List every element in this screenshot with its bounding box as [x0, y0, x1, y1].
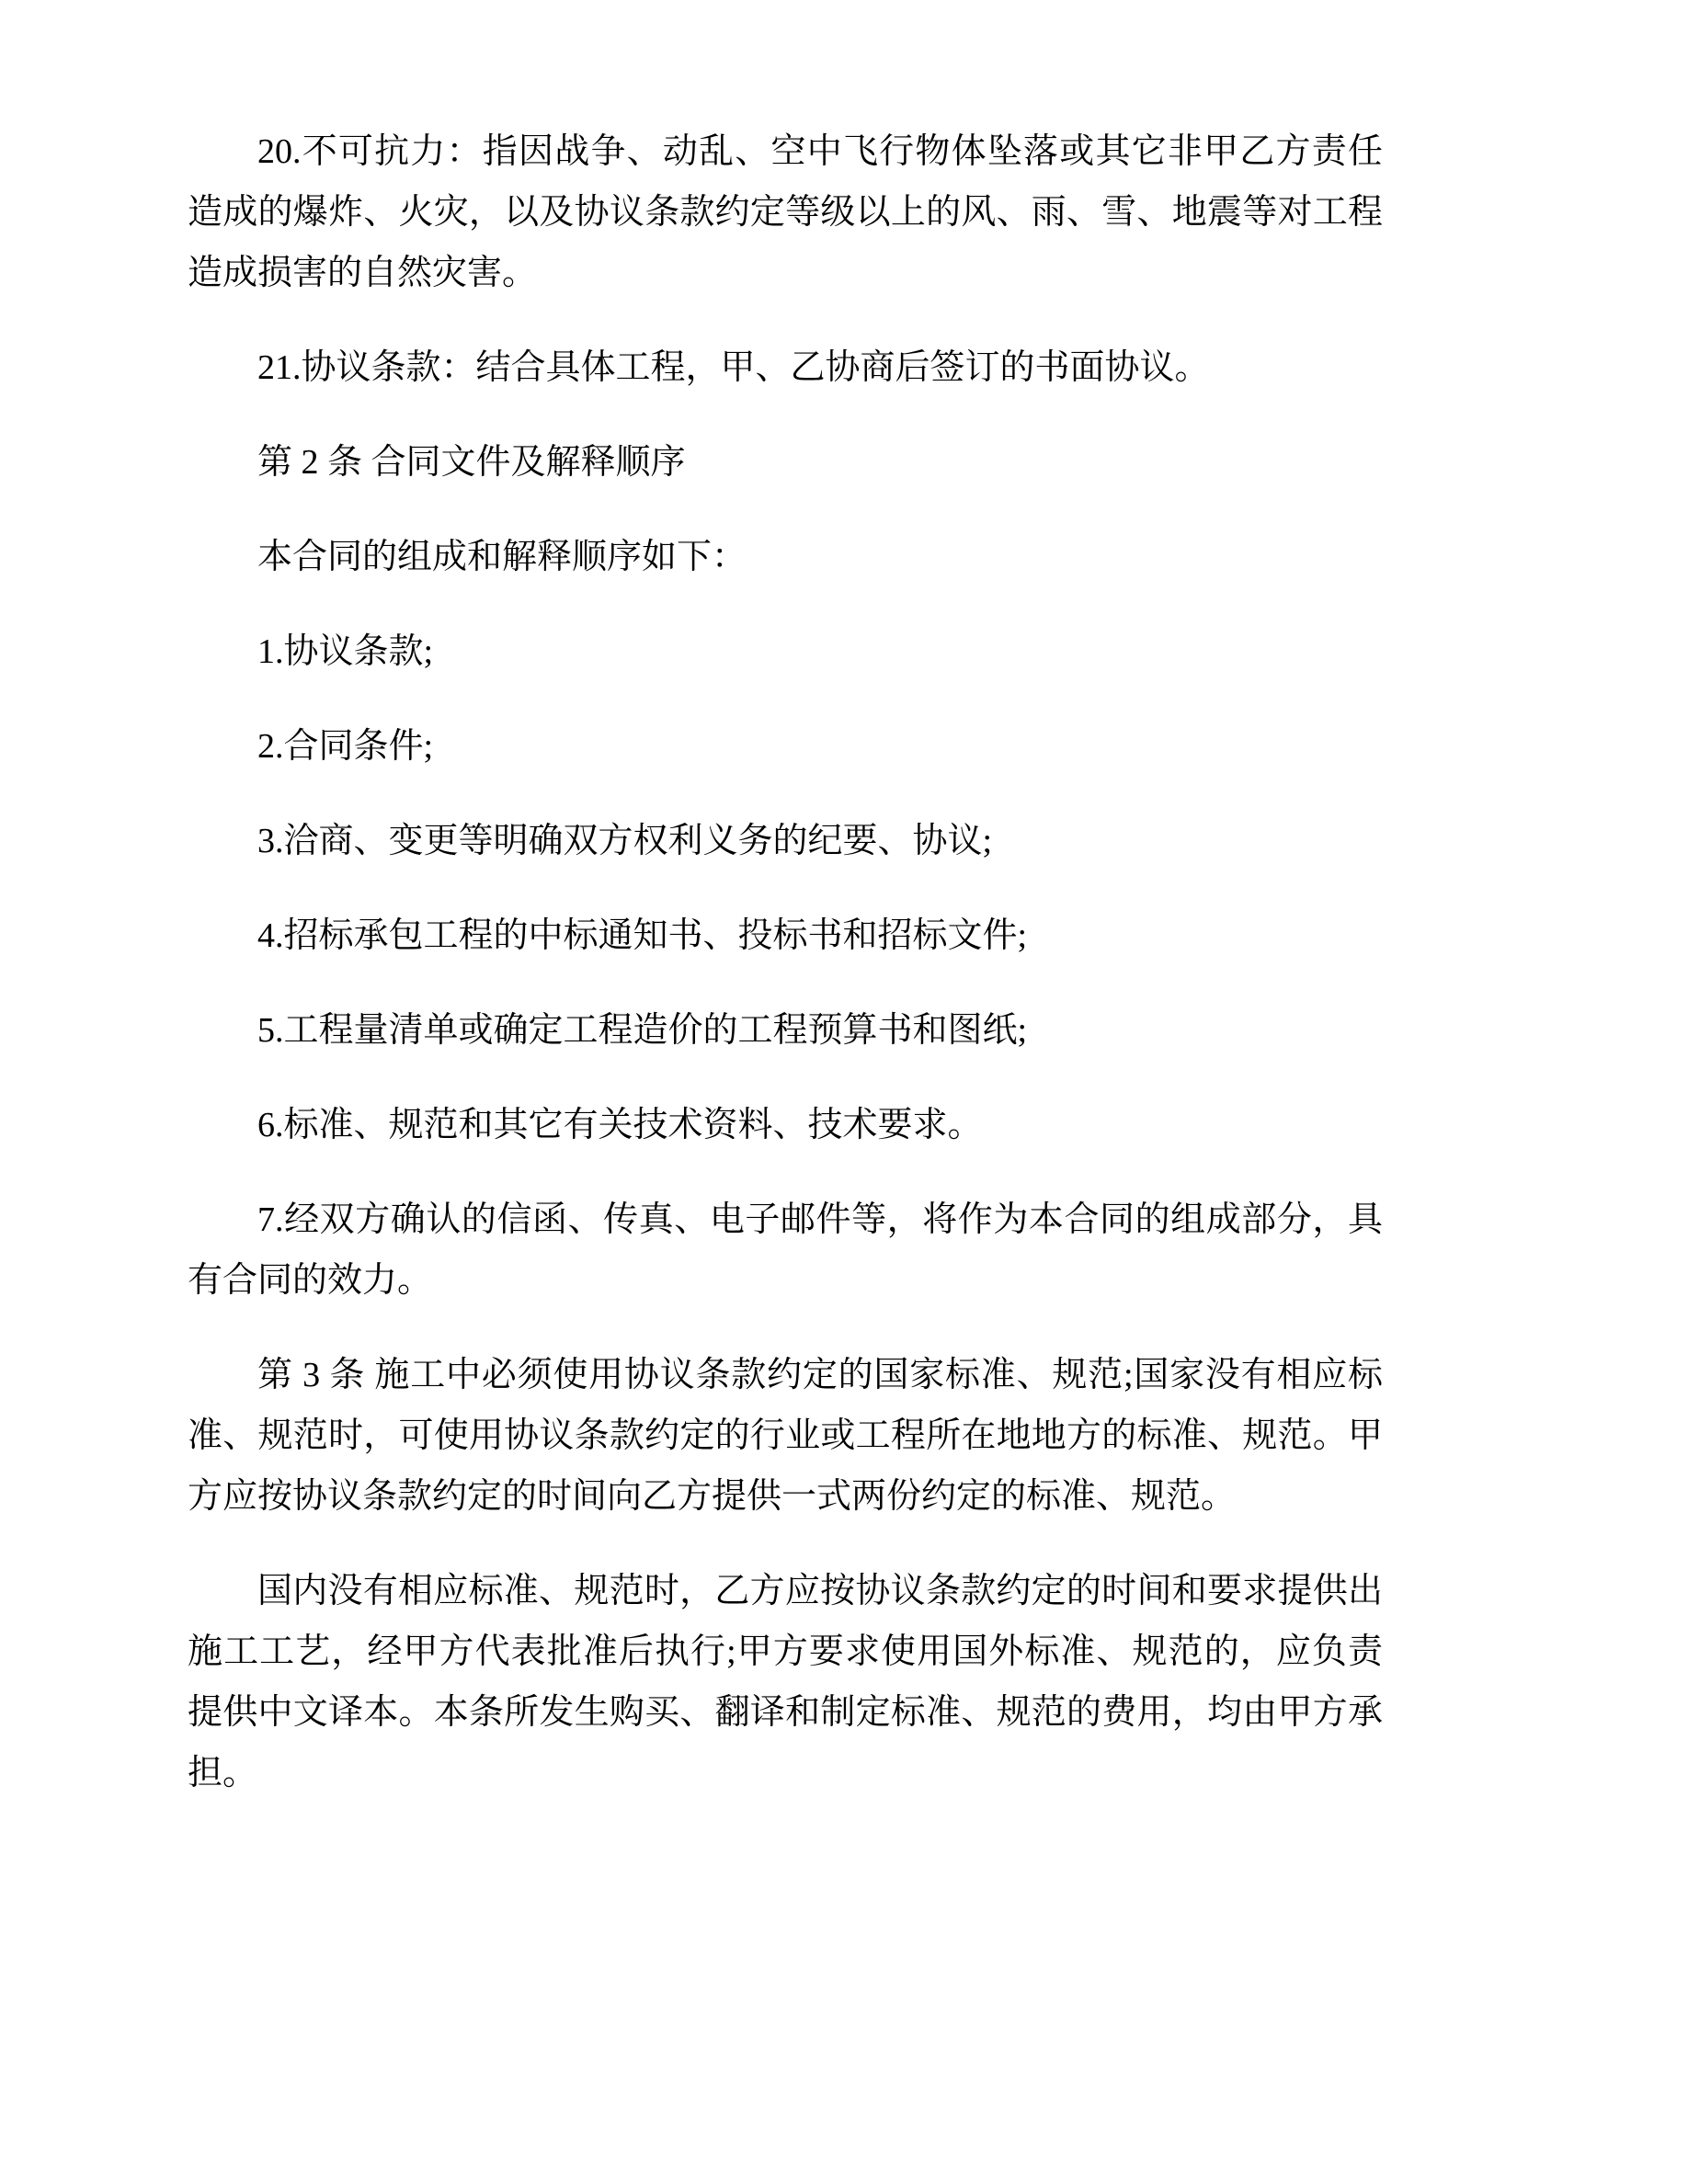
paragraph-article-3-continued: 国内没有相应标准、规范时，乙方应按协议条款约定的时间和要求提供出施工工艺，经甲方代表批准后执行;甲方要求使用国外标准、规范的，应负责提供中文译本。本条所发生购买、翻译和制定标准、规范的费用，均由甲方承担。 — [188, 1572, 1383, 1792]
paragraph-article-3: 第 3 条 施工中必须使用协议条款约定的国家标准、规范;国家没有相应标准、规范时，可使用协议条款约定的行业或工程所在地地方的标准、规范。甲方应按协议条款约定的时间向乙方提供一式两份约定的标准、规范。 — [188, 1356, 1383, 1516]
list-item-6: 6.标准、规范和其它有关技术资料、技术要求。 — [257, 1106, 983, 1144]
list-item-4: 4.招标承包工程的中标通知书、投标书和招标文件; — [257, 916, 1028, 955]
list-item-2: 2.合同条件; — [257, 727, 434, 766]
list-item-7: 7.经双方确认的信函、传真、电子邮件等，将作为本合同的组成部分，具有合同的效力。 — [188, 1200, 1383, 1300]
list-item-1: 1.协议条款; — [257, 632, 434, 671]
paragraph-definition-20-force-majeure: 20.不可抗力：指因战争、动乱、空中飞行物体坠落或其它非甲乙方责任造成的爆炸、火灾，以及协议条款约定等级以上的风、雨、雪、地震等对工程造成损害的自然灾害。 — [188, 132, 1383, 292]
heading-article-2: 第 2 条 合同文件及解释顺序 — [257, 443, 686, 482]
list-item-5: 5.工程量清单或确定工程造价的工程预算书和图纸; — [257, 1011, 1028, 1050]
paragraph-article-2-intro: 本合同的组成和解释顺序如下： — [257, 538, 747, 576]
paragraph-definition-21-agreement-terms: 21.协议条款：结合具体工程，甲、乙协商后签订的书面协议。 — [257, 348, 1210, 387]
list-item-3: 3.洽商、变更等明确双方权利义务的纪要、协议; — [257, 822, 993, 860]
